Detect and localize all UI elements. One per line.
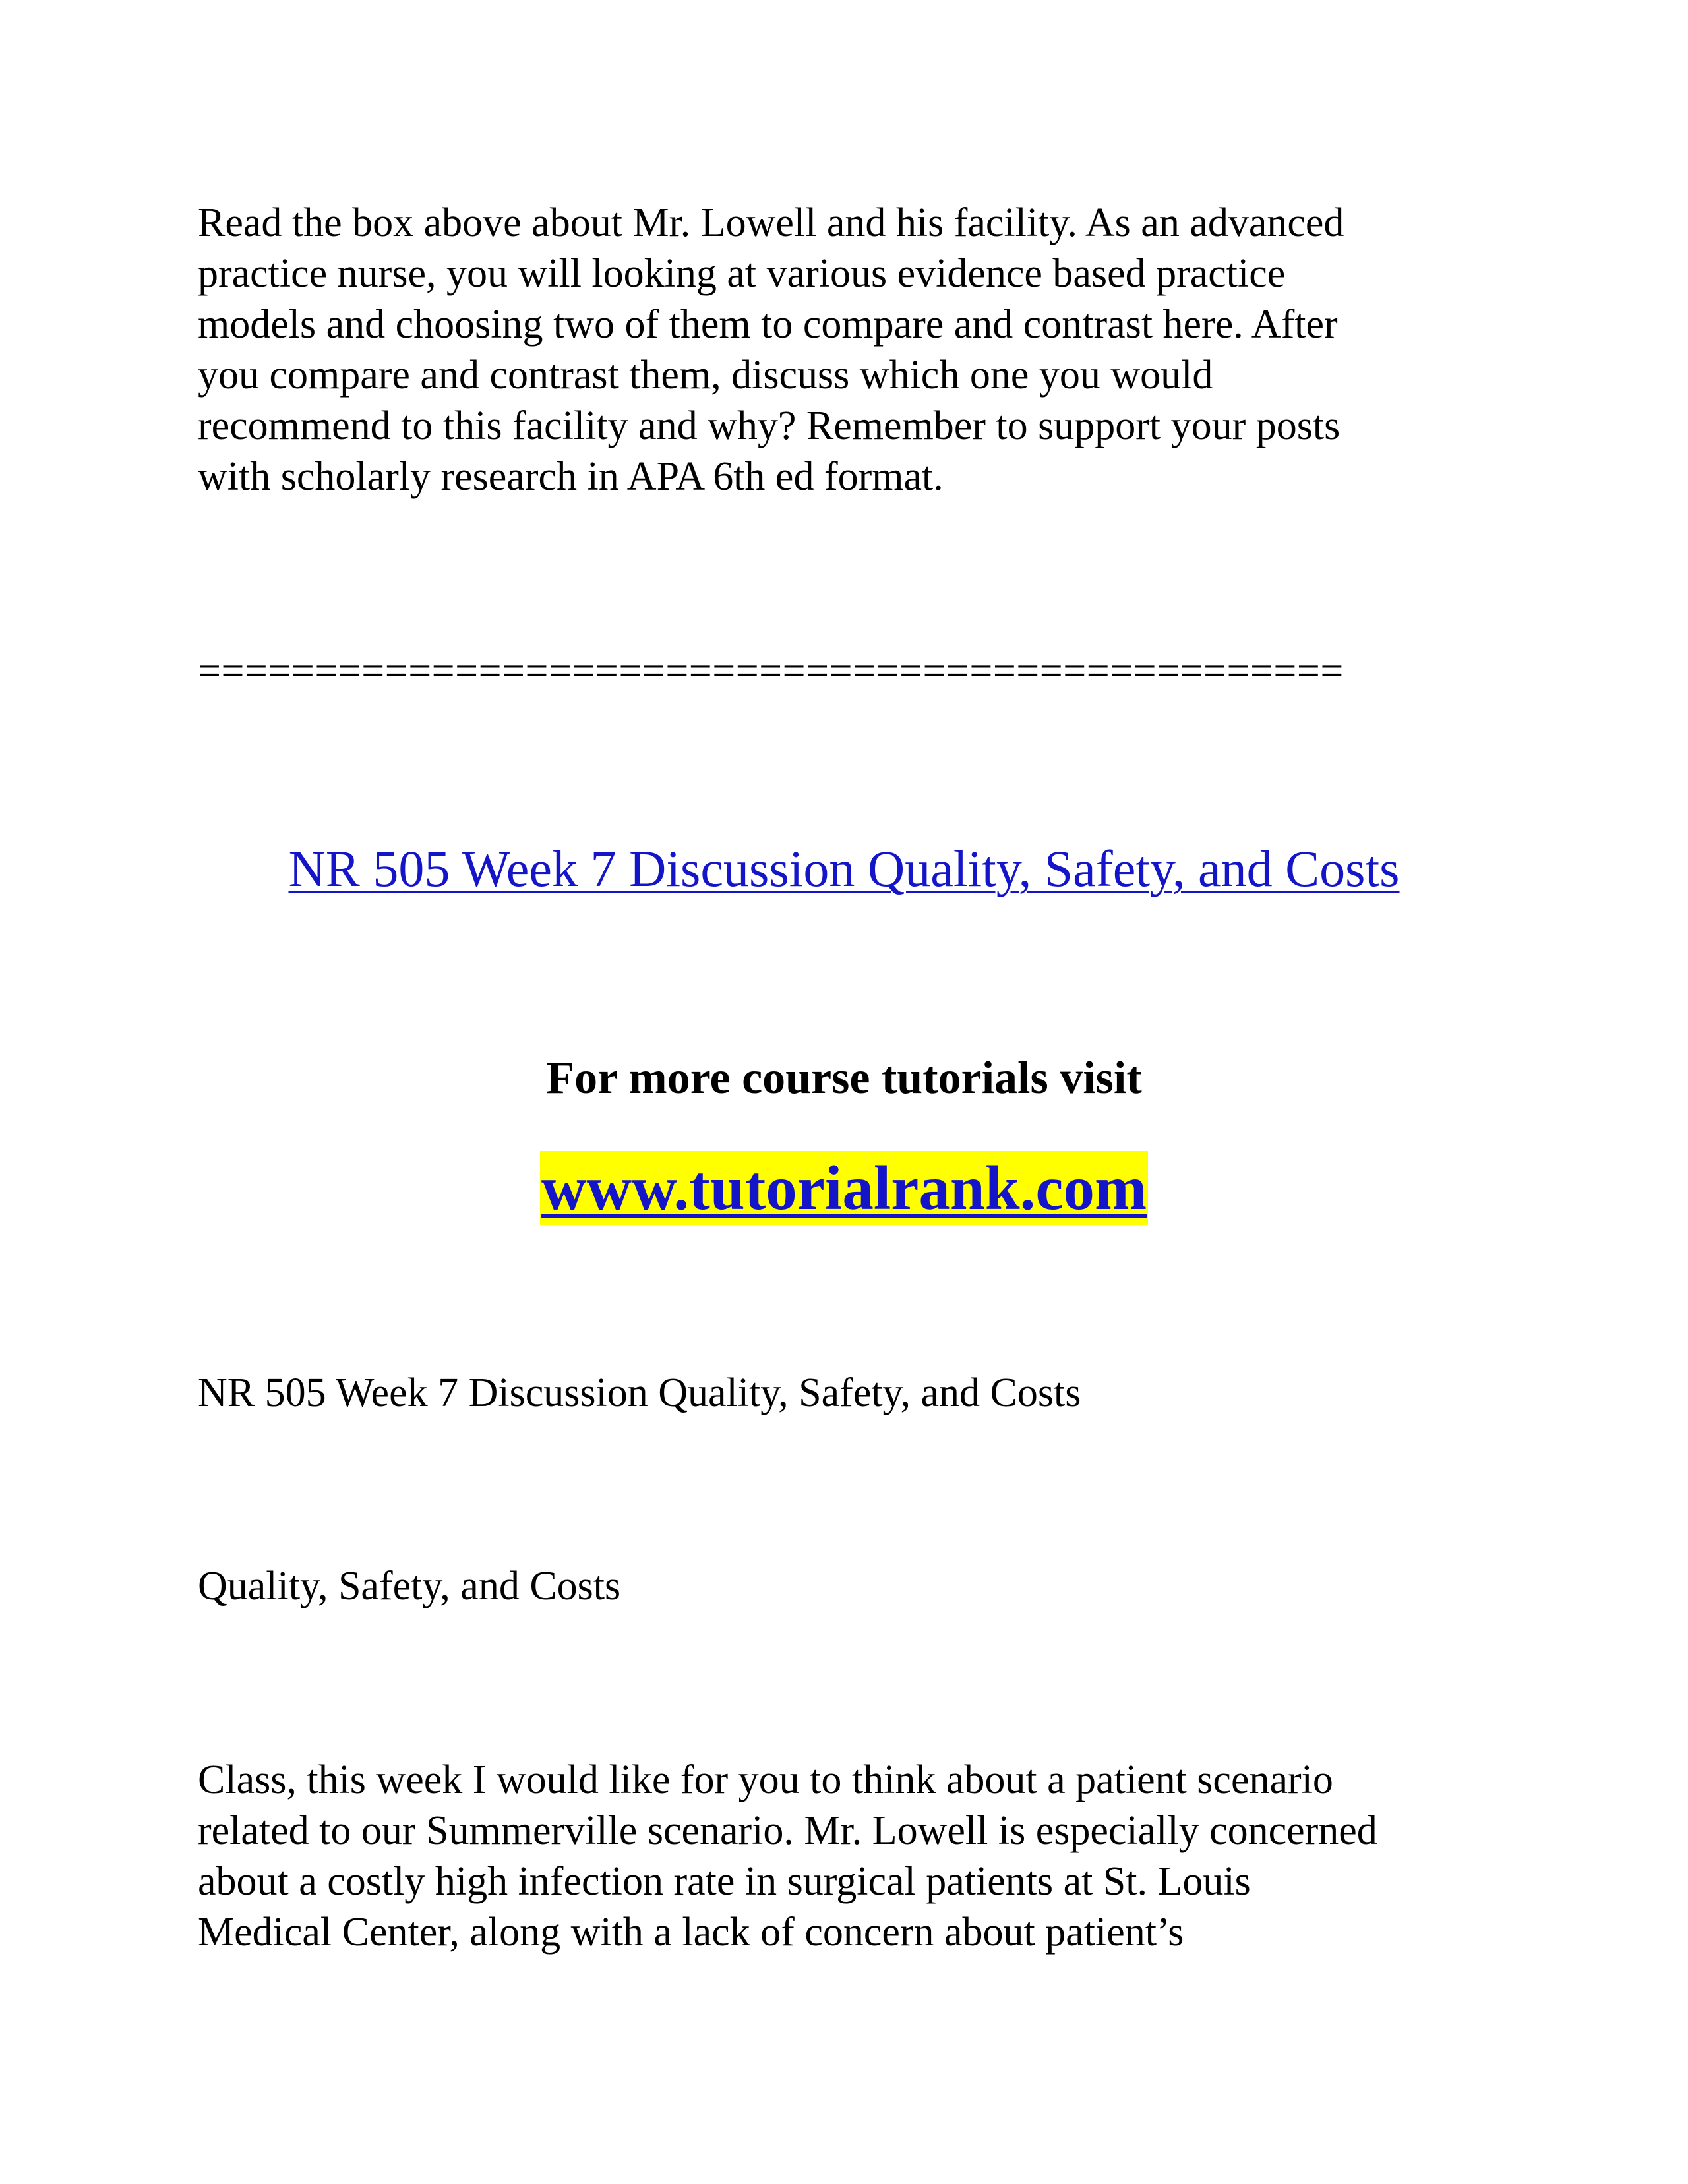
- title-link-container: [0, 839, 1688, 899]
- intro-line: recommend to this facility and why? Remember to support your posts: [198, 403, 1341, 448]
- site-link-container: [0, 1151, 1688, 1225]
- site-link[interactable]: www.tutorialrank.com: [540, 1151, 1148, 1225]
- intro-line: with scholarly research in APA 6th ed format.: [198, 454, 944, 499]
- body-line: related to our Summerville scenario. Mr. Lowell is especially concerned: [198, 1808, 1377, 1853]
- body-line: about a costly high infection rate in surgical patients at St. Louis: [198, 1859, 1251, 1904]
- intro-line: models and choosing two of them to compare and contrast here. After: [198, 302, 1338, 347]
- visit-text: For more course tutorials visit: [546, 1053, 1142, 1104]
- title-link[interactable]: NR 505 Week 7 Discussion Quality, Safety, and Costs: [288, 840, 1400, 897]
- intro-line: practice nurse, you will looking at various evidence based practice: [198, 251, 1286, 296]
- subheading-topic: Quality, Safety, and Costs: [198, 1564, 621, 1608]
- intro-line: you compare and contrast them, discuss which one you would: [198, 353, 1213, 398]
- intro-line: Read the box above about Mr. Lowell and his facility. As an advanced: [198, 200, 1344, 245]
- body-line: Class, this week I would like for you to think about a patient scenario: [198, 1757, 1333, 1802]
- intro-paragraph: [198, 198, 1517, 502]
- divider-line: =================================================: [198, 649, 1344, 694]
- subheading-course: NR 505 Week 7 Discussion Quality, Safety, and Costs: [198, 1371, 1081, 1415]
- body-line: Medical Center, along with a lack of concern about patient’s: [198, 1910, 1184, 1955]
- body-paragraph: [198, 1755, 1517, 1958]
